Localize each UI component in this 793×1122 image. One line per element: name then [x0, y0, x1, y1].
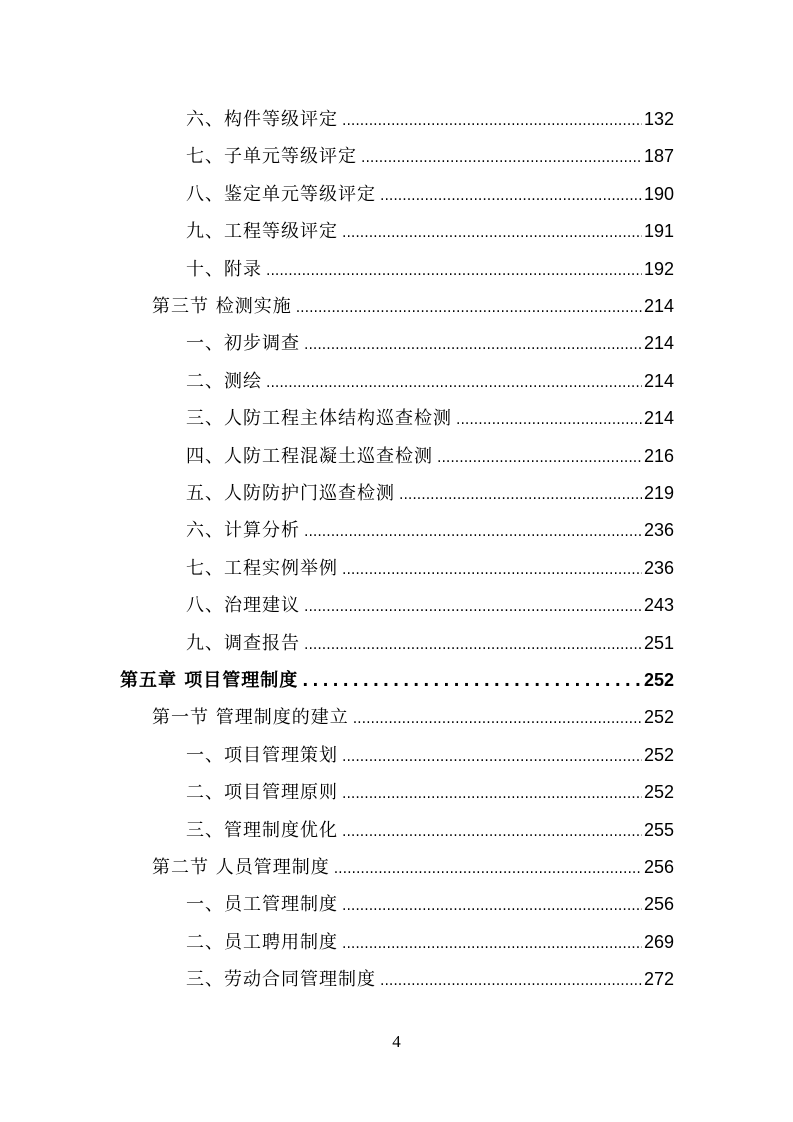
toc-entry-item[interactable]	[186, 779, 674, 805]
toc-entry-item[interactable]	[186, 443, 674, 469]
toc-entry-title: 第三节 检测实施	[152, 296, 292, 317]
dot-leader	[342, 108, 642, 132]
toc-entry-page: 216	[643, 446, 674, 466]
toc-entry-title: 二、测绘	[186, 371, 262, 392]
dot-leader	[437, 445, 642, 469]
toc-entry-page: 214	[643, 296, 674, 316]
dot-leader	[380, 183, 642, 207]
toc-entry-item[interactable]	[186, 106, 674, 132]
dot-leader	[342, 893, 642, 917]
dot-leader	[302, 668, 642, 693]
toc-entry-page: 219	[643, 483, 674, 503]
dot-leader	[304, 632, 642, 656]
toc-entry-item[interactable]	[186, 929, 674, 955]
toc-entry-item[interactable]	[186, 368, 674, 394]
toc-entry-item[interactable]	[186, 218, 674, 244]
toc-entry-page: 252	[643, 782, 674, 802]
toc-entry-title: 七、子单元等级评定	[186, 146, 357, 167]
toc-entry-title: 七、工程实例举例	[186, 558, 338, 579]
dot-leader	[342, 220, 642, 244]
toc-entry-item[interactable]	[186, 330, 674, 356]
dot-leader	[353, 706, 642, 730]
toc-entry-page: 214	[643, 333, 674, 353]
toc-entry-page: 214	[643, 371, 674, 391]
toc-entry-item[interactable]	[186, 592, 674, 618]
toc-entry-chapter[interactable]	[120, 667, 674, 693]
toc-entry-title: 四、人防工程混凝土巡查检测	[186, 446, 433, 467]
toc-entry-section[interactable]	[152, 293, 674, 319]
toc-entry-page: 269	[643, 932, 674, 952]
dot-leader	[361, 145, 642, 169]
toc-entry-page: 256	[643, 857, 674, 877]
toc-entry-page: 252	[643, 745, 674, 765]
toc-entry-page: 190	[643, 184, 674, 204]
toc-entry-title: 一、初步调查	[186, 333, 300, 354]
toc-entry-item[interactable]	[186, 405, 674, 431]
toc-entry-section[interactable]	[152, 854, 674, 880]
dot-leader	[266, 258, 642, 282]
toc-entry-title: 第二节 人员管理制度	[152, 857, 330, 878]
toc-entry-title: 第一节 管理制度的建立	[152, 707, 349, 728]
dot-leader	[304, 594, 642, 618]
toc-entry-page: 251	[643, 633, 674, 653]
toc-entry-title: 一、项目管理策划	[186, 745, 338, 766]
toc-entry-title: 八、治理建议	[186, 595, 300, 616]
toc-entry-title: 九、调查报告	[186, 633, 300, 654]
toc-entry-title: 六、计算分析	[186, 520, 300, 541]
toc-entry-title: 三、劳动合同管理制度	[186, 969, 376, 990]
dot-leader	[266, 370, 642, 394]
dot-leader	[304, 332, 642, 356]
toc-entry-item[interactable]	[186, 143, 674, 169]
dot-leader	[399, 482, 642, 506]
dot-leader	[334, 856, 642, 880]
toc-entry-page: 236	[643, 558, 674, 578]
toc-entry-title: 三、人防工程主体结构巡查检测	[186, 408, 452, 429]
toc-entry-item[interactable]	[186, 181, 674, 207]
toc-entry-page: 256	[643, 894, 674, 914]
toc-entry-page: 243	[643, 595, 674, 615]
toc-entry-page: 192	[643, 259, 674, 279]
page-number: 4	[392, 1032, 401, 1051]
toc-entry-section[interactable]	[152, 704, 674, 730]
dot-leader	[456, 407, 642, 431]
toc-entry-title: 第五章 项目管理制度	[120, 670, 299, 691]
dot-leader	[342, 819, 642, 843]
toc-entry-item[interactable]	[186, 555, 674, 581]
dot-leader	[304, 519, 642, 543]
dot-leader	[380, 968, 642, 992]
toc-entry-page: 272	[643, 969, 674, 989]
toc-entry-page: 252	[643, 707, 674, 727]
dot-leader	[342, 781, 642, 805]
dot-leader	[342, 931, 642, 955]
toc-entry-item[interactable]	[186, 742, 674, 768]
toc-entry-title: 三、管理制度优化	[186, 820, 338, 841]
toc-entry-page: 236	[643, 520, 674, 540]
toc-entry-page: 214	[643, 408, 674, 428]
toc-entry-item[interactable]	[186, 517, 674, 543]
dot-leader	[342, 744, 642, 768]
toc-entry-page: 132	[643, 109, 674, 129]
toc-entry-title: 二、员工聘用制度	[186, 932, 338, 953]
toc-entry-item[interactable]	[186, 630, 674, 656]
toc-entry-item[interactable]	[186, 480, 674, 506]
toc-entry-title: 一、员工管理制度	[186, 894, 338, 915]
toc-entry-title: 五、人防防护门巡查检测	[186, 483, 395, 504]
toc-entry-item[interactable]	[186, 891, 674, 917]
toc-entry-page: 255	[643, 820, 674, 840]
toc-entry-item[interactable]	[186, 817, 674, 843]
toc-entry-title: 十、附录	[186, 259, 262, 280]
toc-entry-title: 二、项目管理原则	[186, 782, 338, 803]
toc-entry-title: 九、工程等级评定	[186, 221, 338, 242]
dot-leader	[342, 557, 642, 581]
dot-leader	[296, 295, 642, 319]
toc-entry-item[interactable]	[186, 256, 674, 282]
toc-entry-title: 六、构件等级评定	[186, 109, 338, 130]
toc-entry-page: 187	[643, 146, 674, 166]
toc-entry-page: 191	[643, 221, 674, 241]
toc-entry-item[interactable]	[186, 966, 674, 992]
toc-entry-title: 八、鉴定单元等级评定	[186, 184, 376, 205]
toc-entry-page: 252	[643, 670, 674, 690]
